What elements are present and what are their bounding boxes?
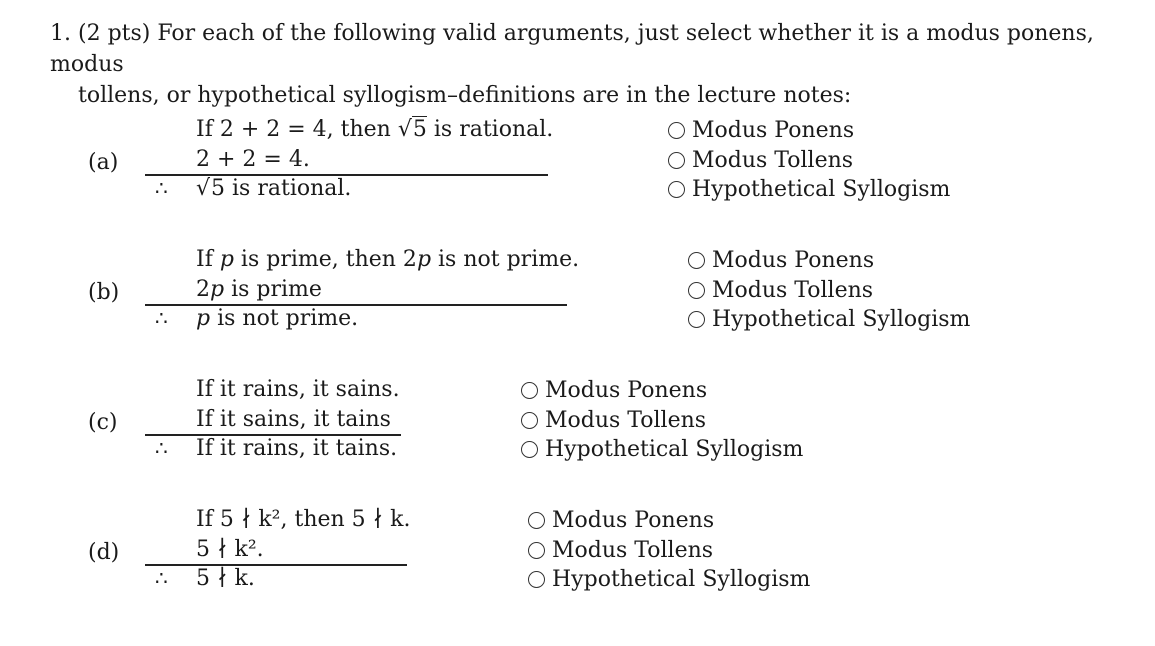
radio-button[interactable]: [521, 382, 538, 399]
premise-2: 2p is prime: [196, 277, 322, 302]
premise-1: If 5 ∤ k², then 5 ∤ k.: [196, 507, 411, 532]
answer-options: [521, 376, 803, 465]
radio-button[interactable]: [668, 152, 685, 169]
option-modus-ponens[interactable]: Modus Ponens: [521, 376, 803, 406]
therefore-symbol: ∴: [155, 306, 168, 330]
option-modus-tollens[interactable]: Modus Tollens: [528, 536, 810, 566]
conclusion: p is not prime.: [196, 306, 359, 331]
option-hypothetical-syllogism[interactable]: Hypothetical Syllogism: [668, 175, 950, 205]
radio-button[interactable]: [688, 252, 705, 269]
argument-label: (d): [88, 540, 120, 565]
conclusion: 5 ∤ k.: [196, 566, 255, 591]
conclusion: √5 is rational.: [196, 176, 352, 201]
option-hypothetical-syllogism[interactable]: Hypothetical Syllogism: [521, 435, 803, 465]
sqrt-expression: √5: [196, 176, 226, 201]
answer-options: [668, 116, 950, 205]
premise-2: 2 + 2 = 4.: [196, 147, 310, 172]
therefore-symbol: ∴: [155, 176, 168, 200]
radio-button[interactable]: [528, 512, 545, 529]
argument-d: [0, 506, 1155, 606]
answer-options: [688, 246, 970, 335]
radio-button[interactable]: [528, 542, 545, 559]
radio-button[interactable]: [668, 181, 685, 198]
radio-button[interactable]: [521, 441, 538, 458]
option-modus-ponens[interactable]: Modus Ponens: [528, 506, 810, 536]
argument-label: (b): [88, 280, 120, 305]
premise-2: If it sains, it tains: [196, 407, 391, 432]
question-number: 1.: [50, 21, 71, 46]
option-modus-tollens[interactable]: Modus Tollens: [688, 276, 970, 306]
premise-1: If p is prime, then 2p is not prime.: [196, 247, 580, 272]
conclusion: If it rains, it tains.: [196, 436, 398, 461]
option-hypothetical-syllogism[interactable]: Hypothetical Syllogism: [688, 305, 970, 335]
inference-line: [145, 564, 407, 566]
argument-label: (c): [88, 410, 118, 435]
option-modus-ponens[interactable]: Modus Ponens: [688, 246, 970, 276]
therefore-symbol: ∴: [155, 566, 168, 590]
radio-button[interactable]: [668, 122, 685, 139]
question-text-line2: tollens, or hypothetical syllogism–definitions are in the lecture notes:: [78, 83, 852, 108]
therefore-symbol: ∴: [155, 436, 168, 460]
radio-button[interactable]: [521, 412, 538, 429]
question-text-line1: (2 pts) For each of the following valid arguments, just select whether it is a modus ponens, modus: [50, 21, 1094, 77]
argument-c: [0, 376, 1155, 476]
argument-label: (a): [88, 150, 119, 175]
argument-a: [0, 116, 1155, 216]
option-modus-tollens[interactable]: Modus Tollens: [668, 146, 950, 176]
radio-button[interactable]: [688, 282, 705, 299]
option-hypothetical-syllogism[interactable]: Hypothetical Syllogism: [528, 565, 810, 595]
radio-button[interactable]: [528, 571, 545, 588]
option-modus-tollens[interactable]: Modus Tollens: [521, 406, 803, 436]
question-prompt: [50, 18, 1130, 111]
option-modus-ponens[interactable]: Modus Ponens: [668, 116, 950, 146]
sqrt-expression: √5: [397, 117, 427, 142]
answer-options: [528, 506, 810, 595]
premise-1: If 2 + 2 = 4, then √5 is rational.: [196, 117, 554, 142]
radio-button[interactable]: [688, 311, 705, 328]
premise-1: If it rains, it sains.: [196, 377, 400, 402]
argument-b: [0, 246, 1155, 346]
premise-2: 5 ∤ k².: [196, 537, 264, 562]
